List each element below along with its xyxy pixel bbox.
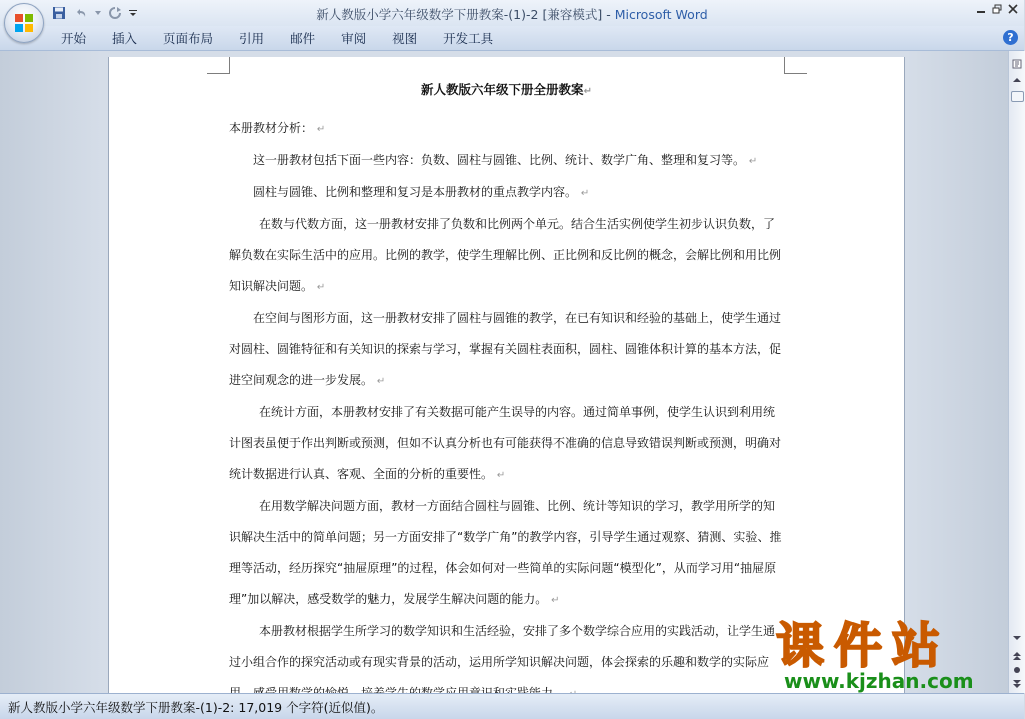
paragraph-mark: ↵ [583, 86, 592, 97]
document-workspace [0, 51, 1008, 693]
paragraph: 圆柱与圆锥、比例和整理和复习是本册教材的重点教学内容。 ↵ [253, 185, 590, 199]
status-word-count[interactable]: 新人教版小学六年级数学下册教案-(1)-2: 17,019 个字符(近似值)。 [8, 700, 384, 715]
window-title [0, 5, 1024, 23]
tab-developer[interactable]: 开发工具 [443, 31, 494, 46]
window-controls [974, 2, 1020, 16]
paragraph: 本册教材分析： ↵ [229, 121, 326, 135]
paragraph: 在用数学解决问题方面，教材一方面结合圆柱与圆锥、比例、统计等知识的学习，教学用所学的知识解决生活中的简单问题；另一方面安排了“数学广角”的教学内容，引导学生通过观察、猜测、实验、推理等活动，经历探究“抽屉原理”的过程，体会如何对一些简单的实际问题“模型化”，从而学习用“抽屉原理”加以解决，感受数学的魅力，发展学生解决问题的能力。 ↵ [229, 499, 782, 606]
office-logo-icon [14, 13, 34, 33]
paragraph: 在空间与图形方面，这一册教材安排了圆柱与圆锥的教学，在已有知识和经验的基础上，使学生通过对圆柱、圆锥特征和有关知识的探索与学习，掌握有关圆柱表面积，圆柱、圆锥体积计算的基本方法，促进空间观念的进一步发展。 ↵ [229, 311, 782, 387]
paragraph: 本册教材根据学生所学习的数学知识和生活经验，安排了多个数学综合应用的实践活动，让学生通过小组合作的探究活动或有现实背景的活动，运用所学知识解决问题，体会探索的乐趣和数学的实际应 [229, 624, 776, 669]
tab-view[interactable]: 视图 [392, 31, 418, 46]
tab-home[interactable]: 开始 [61, 31, 87, 46]
paragraph: 这一册教材包括下面一些内容：负数、圆柱与圆锥、比例、统计、数学广角、整理和复习等。 ↵ [253, 153, 758, 167]
watermark [770, 618, 1020, 698]
ribbon-tab-bar [0, 26, 1024, 51]
help-icon[interactable]: ? [1003, 30, 1018, 45]
tab-insert[interactable]: 插入 [112, 31, 138, 46]
scrollbar-thumb[interactable] [1011, 91, 1024, 102]
ribbon-tabs [48, 30, 506, 48]
close-icon[interactable] [1006, 2, 1020, 16]
tab-references[interactable]: 引用 [239, 31, 265, 46]
window-title-app: Microsoft Word [614, 7, 708, 22]
watermark-title: 课件站 [776, 618, 951, 674]
tab-review[interactable]: 审阅 [341, 31, 367, 46]
tab-page-layout[interactable]: 页面布局 [163, 31, 214, 46]
restore-icon[interactable] [990, 2, 1004, 16]
minimize-icon[interactable] [974, 2, 988, 16]
document-title-text: 新人教版六年级下册全册教案 [421, 82, 584, 97]
document-body[interactable] [229, 79, 784, 710]
tab-mailings[interactable]: 邮件 [290, 31, 316, 46]
scroll-up-icon[interactable] [1010, 73, 1024, 87]
office-button[interactable] [4, 3, 44, 43]
ruler-toggle-icon[interactable] [1010, 57, 1024, 71]
document-title [229, 79, 784, 103]
window-title-sep: - [602, 7, 615, 22]
vertical-scrollbar[interactable] [1008, 51, 1025, 693]
paragraph: 在数与代数方面，这一册教材安排了负数和比例两个单元。结合生活实例使学生初步认识负数，了解负数在实际生活中的应用。比例的教学，使学生理解比例、正比例和反比例的概念，会解比例和用比例知识解决问题。 ↵ [229, 217, 782, 293]
margin-corner-top-right [784, 57, 807, 74]
title-bar [0, 0, 1024, 26]
paragraph: 在统计方面，本册教材安排了有关数据可能产生误导的内容。通过简单事例，使学生认识到利用统计图表虽便于作出判断或预测，但如不认真分析也有可能获得不准确的信息导致错误判断或预测，明确对统计数据进行认真、客观、全面的分析的重要性。 ↵ [229, 405, 782, 481]
window-title-doc: 新人教版小学六年级数学下册教案-(1)-2 [兼容模式] [316, 7, 603, 22]
watermark-url: www.kjzhan.com [784, 669, 974, 693]
margin-corner-top-left [207, 57, 230, 74]
